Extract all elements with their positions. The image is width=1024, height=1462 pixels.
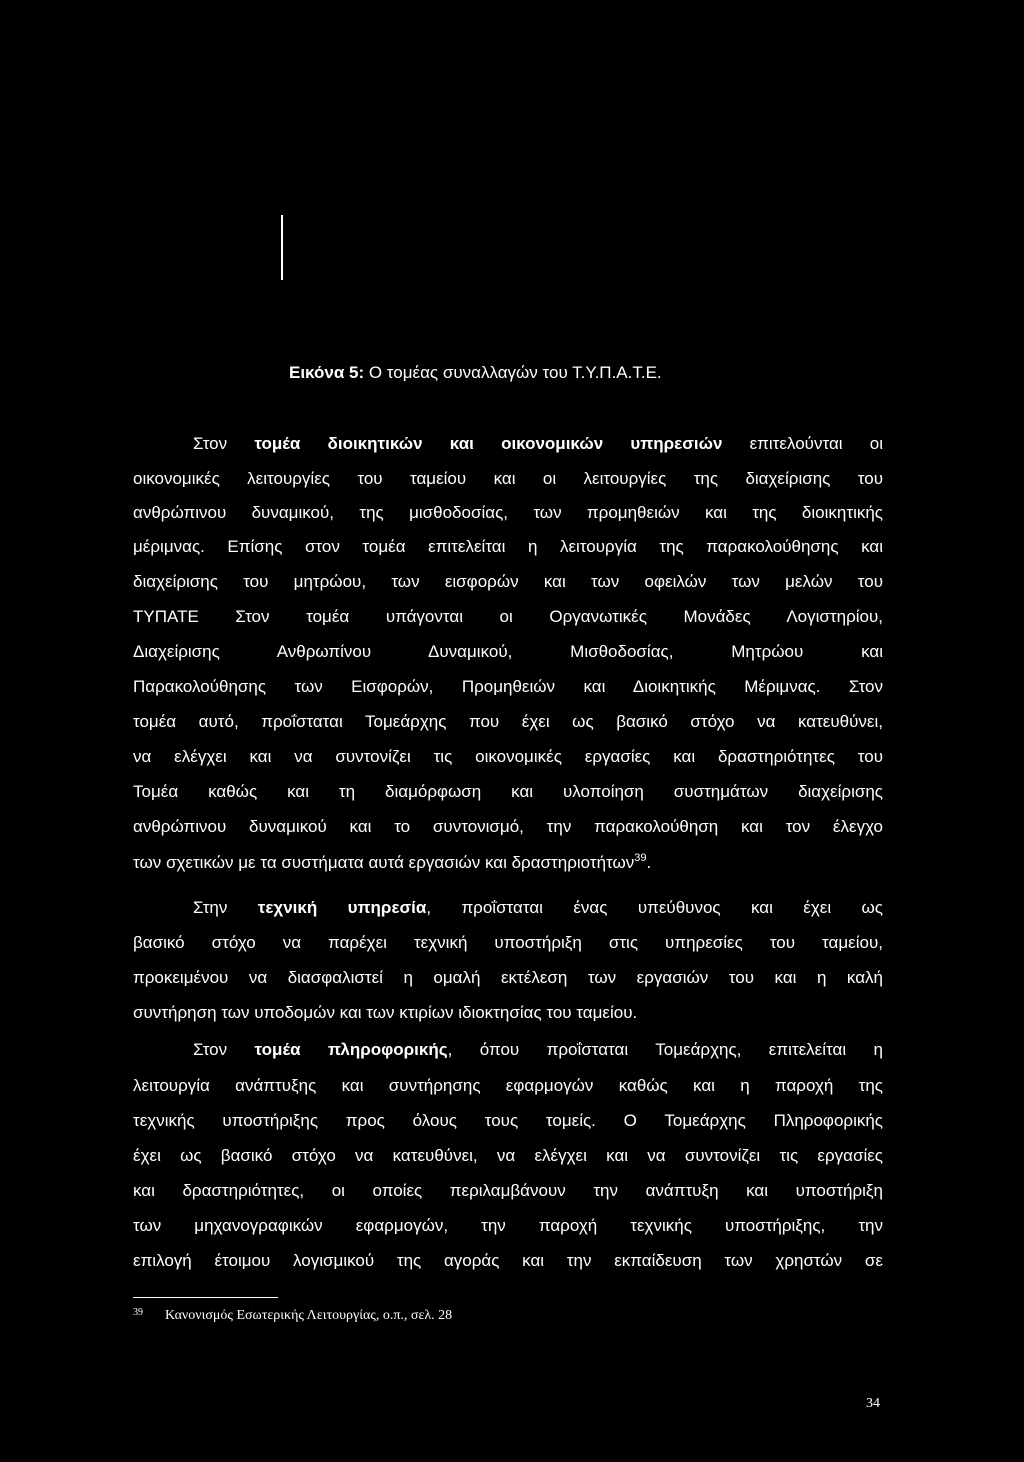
paragraph-line: Διαχείρισης Ανθρωπίνου Δυναμικού, Μισθοδοσίας, Μητρώου και xyxy=(133,642,883,661)
paragraph-line: μέριμνας. Επίσης στον τομέα επιτελείται η λειτουργία της παρακολούθησης και xyxy=(133,537,883,556)
paragraph-line: ΤΥΠΑΤΕ Στον τομέα υπάγονται οι Οργανωτικές Μονάδες Λογιστηρίου, xyxy=(133,607,883,626)
bold-term: τομέα πληροφορικής xyxy=(254,1040,448,1059)
bold-term: τομέα διοικητικών και οικονομικών υπηρεσιών xyxy=(254,434,723,453)
paragraph-line: βασικό στόχο να παρέχει τεχνική υποστήριξη στις υπηρεσίες του ταμείου, xyxy=(133,933,883,952)
paragraph-line: να ελέγχει και να συντονίζει τις οικονομικές εργασίες και δραστηριότητες του xyxy=(133,747,883,766)
footnote-number: 39 xyxy=(133,1307,143,1318)
paragraph-line: συντήρηση των υποδομών και των κτιρίων ιδιοκτησίας του ταμείου. xyxy=(133,1003,638,1022)
footnote-divider xyxy=(133,1297,278,1298)
vertical-mark xyxy=(281,215,283,280)
paragraph-line: Στον τομέα πληροφορικής, όπου προΐσταται Τομεάρχης, επιτελείται η xyxy=(193,1040,883,1059)
footnote-text: Κανονισμός Εσωτερικής Λειτουργίας, ο.π., σελ. 28 xyxy=(165,1308,453,1323)
page-number: 34 xyxy=(866,1396,880,1411)
paragraph-line: των μηχανογραφικών εφαρμογών, την παροχή τεχνικής υποστήριξης, την xyxy=(133,1216,883,1235)
figure-title: Ο τομέας συναλλαγών του Τ.Υ.Π.Α.Τ.Ε. xyxy=(368,363,662,382)
paragraph-line: οικονομικές λειτουργίες του ταμείου και οι λειτουργίες της διαχείρισης του xyxy=(133,469,883,488)
paragraph-line: και δραστηριότητες, οι οποίες περιλαμβάνουν την ανάπτυξη και υποστήριξη xyxy=(133,1181,883,1200)
footnote-ref: 39 xyxy=(634,852,647,864)
paragraph-line: των σχετικών με τα συστήματα αυτά εργασιών και δραστηριοτήτων$^{39}$. xyxy=(133,852,652,872)
paragraph-line: τομέα αυτό, προΐσταται Τομεάρχης που έχει ως βασικό στόχο να κατευθύνει, xyxy=(133,712,883,731)
paragraph-line: Παρακολούθησης των Εισφορών, Προμηθειών και Διοικητικής Μέριμνας. Στον xyxy=(133,677,883,696)
paragraph-line: λειτουργία ανάπτυξης και συντήρησης εφαρμογών καθώς και η παροχή της xyxy=(133,1076,883,1095)
figure-label: Εικόνα 5: xyxy=(289,363,365,382)
paragraph-line: έχει ως βασικό στόχο να κατευθύνει, να ελέγχει και να συντονίζει τις εργασίες xyxy=(133,1146,883,1165)
paragraph-line: Τομέα καθώς και τη διαμόρφωση και υλοποίηση συστημάτων διαχείρισης xyxy=(133,782,883,801)
paragraph-line: Στην τεχνική υπηρεσία, προΐσταται ένας υπεύθυνος και έχει ως xyxy=(193,898,884,917)
paragraph-line: τεχνικής υποστήριξης προς όλους τους τομείς. Ο Τομεάρχης Πληροφορικής xyxy=(133,1111,883,1130)
paragraph-line: διαχείρισης του μητρώου, των εισφορών και των οφειλών των μελών του xyxy=(133,572,883,591)
paragraph-line: ανθρώπινου δυναμικού και το συντονισμό, την παρακολούθηση και τον έλεγχο xyxy=(133,817,883,836)
footnote xyxy=(133,1308,452,1324)
paragraph-line: προκειμένου να διασφαλιστεί η ομαλή εκτέλεση των εργασιών του και η καλή xyxy=(133,968,883,987)
paragraph-line: ανθρώπινου δυναμικού, της μισθοδοσίας, των προμηθειών και της διοικητικής xyxy=(133,503,883,522)
bold-term: τεχνική υπηρεσία xyxy=(257,898,427,917)
paragraph-line: επιλογή έτοιμου λογισμικού της αγοράς και την εκπαίδευση των χρηστών σε xyxy=(133,1251,883,1270)
figure-caption xyxy=(289,363,662,383)
paragraph-line: Στον τομέα διοικητικών και οικονομικών υπηρεσιών επιτελούνται οι xyxy=(193,434,883,453)
